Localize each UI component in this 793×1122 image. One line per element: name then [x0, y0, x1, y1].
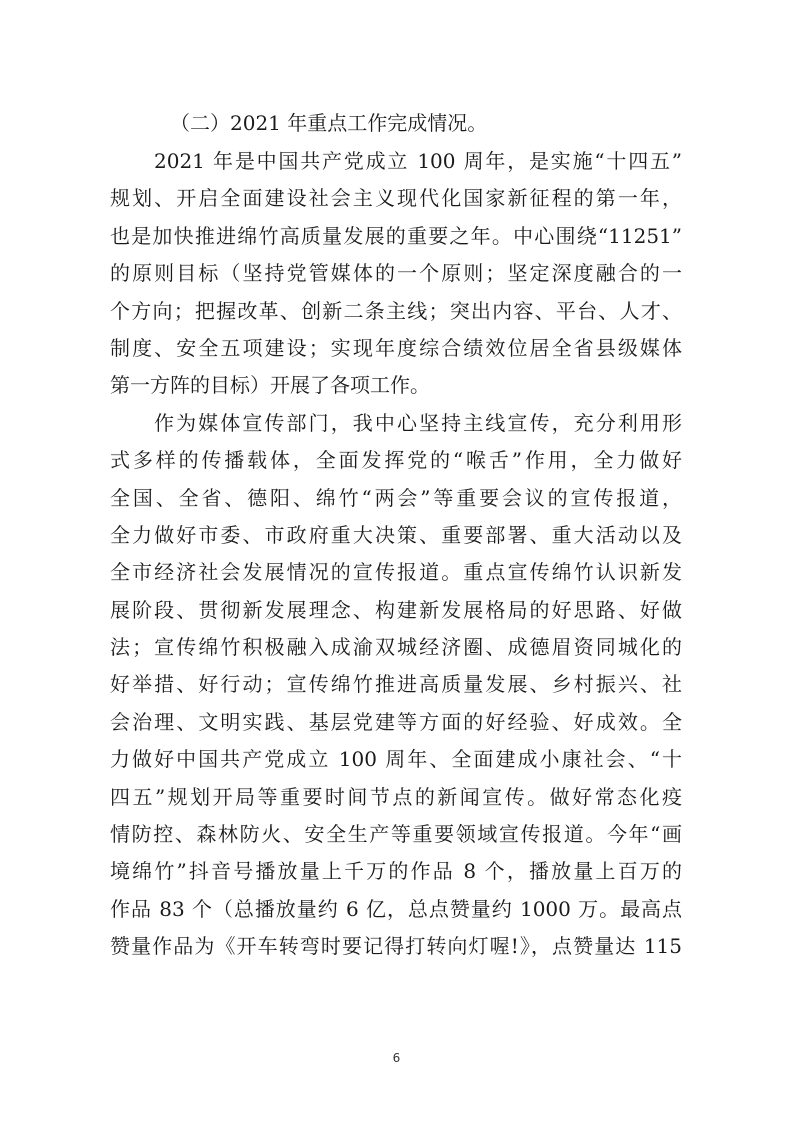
text-line: 作品 83 个（总播放量约 6 亿，总点赞量约 1000 万。最高点 — [110, 896, 682, 921]
text-line: 法；宣传绵竹积极融入成渝双城经济圈、成德眉资同城化的 — [110, 635, 682, 660]
text-line: 展阶段、贯彻新发展理念、构建新发展格局的好思路、好做 — [110, 597, 682, 622]
text-line: 个方向；把握改革、创新二条主线；突出内容、平台、人才、 — [110, 298, 682, 323]
text-line: 规划、开启全面建设社会主义现代化国家新征程的第一年， — [110, 186, 682, 211]
text-line: 好举措、好行动；宣传绵竹推进高质量发展、乡村振兴、社 — [110, 672, 682, 697]
text-line: 制度、安全五项建设；实现年度综合绩效位居全省县级媒体 — [110, 335, 682, 360]
text-line: 四五”规划开局等重要时间节点的新闻宣传。做好常态化疫 — [110, 784, 682, 809]
text-line: 也是加快推进绵竹高质量发展的重要之年。中心围绕“11251” — [110, 223, 682, 248]
text-line: 赞量作品为《开车转弯时要记得打转向灯喔!》，点赞量达 115 — [110, 934, 682, 959]
text-line: 式多样的传播载体，全面发挥党的“喉舌”作用，全力做好 — [110, 448, 682, 473]
text-line: 情防控、森林防火、安全生产等重要领域宣传报道。今年“画 — [110, 822, 682, 847]
text-line: 力做好中国共产党成立 100 周年、全面建成小康社会、“十 — [110, 747, 682, 772]
paragraph-2 — [110, 405, 682, 966]
text-line: 2021 年是中国共产党成立 100 周年，是实施“十四五” — [154, 149, 682, 173]
page-number: 6 — [392, 1051, 401, 1065]
text-line: 全国、全省、德阳、绵竹“两会”等重要会议的宣传报道， — [110, 485, 682, 510]
text-line: 全力做好市委、市政府重大决策、重要部署、重大活动以及 — [110, 522, 682, 547]
document-body — [110, 103, 682, 966]
text-line: 作为媒体宣传部门，我中心坚持主线宣传，充分利用形 — [154, 410, 682, 435]
text-line: 第一方阵的目标）开展了各项工作。 — [110, 373, 430, 398]
text-line: 境绵竹”抖音号播放量上千万的作品 8 个，播放量上百万的 — [110, 859, 682, 884]
paragraph-1 — [110, 143, 682, 405]
text-line: 全市经济社会发展情况的宣传报道。重点宣传绵竹认识新发 — [110, 560, 682, 585]
text-line: 的原则目标（坚持党管媒体的一个原则；坚定深度融合的一 — [110, 261, 682, 286]
text-line: 会治理、文明实践、基层党建等方面的好经验、好成效。全 — [110, 709, 682, 734]
section-heading: （二）2021 年重点工作完成情况。 — [170, 111, 488, 135]
